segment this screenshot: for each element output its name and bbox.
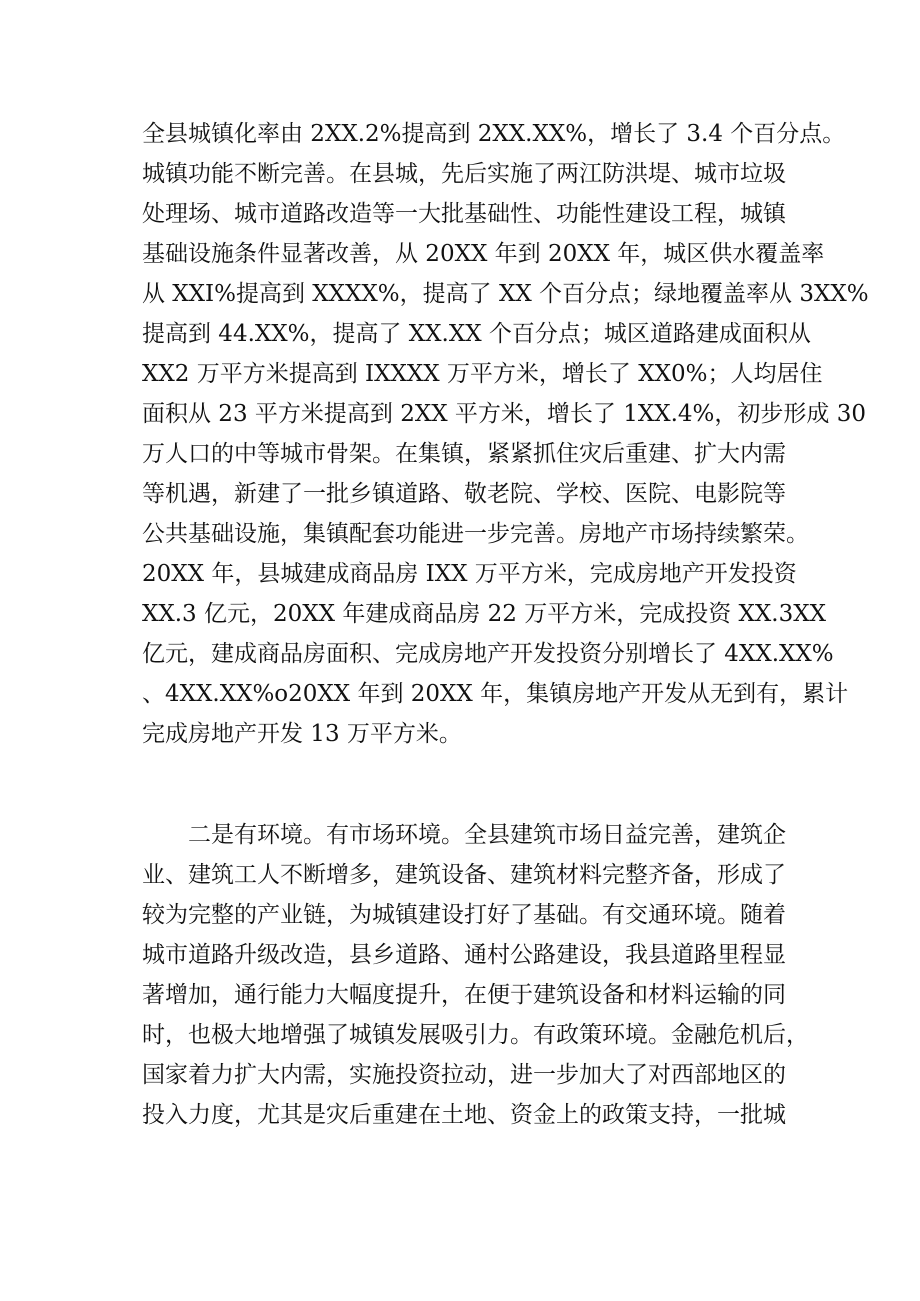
paragraph-environment (142, 815, 809, 1135)
text-line: 从 XXI%提高到 XXXX%，提高了 XX 个百分点；绿地覆盖率从 3XX% (142, 281, 869, 307)
paragraph-urbanization (142, 114, 869, 754)
text-line: 著增加，通行能力大幅度提升，在便于建筑设备和材料运输的同 (142, 982, 786, 1008)
text-line: 城镇功能不断完善。在县城，先后实施了两江防洪堤、城市垃圾 (142, 161, 786, 187)
text-line: 、4XX.XX%o20XX 年到 20XX 年，集镇房地产开发从无到有，累计 (142, 681, 849, 707)
text-line: 完成房地产开发 13 万平方米。 (142, 721, 462, 747)
text-line: XX2 万平方米提高到 IXXXX 万平方米，增长了 XX0%；人均居住 (142, 361, 823, 387)
text-line: 城市道路升级改造，县乡道路、通村公路建设，我县道路里程显 (142, 942, 786, 968)
text-line: 公共基础设施，集镇配套功能进一步完善。房地产市场持续繁荣。 (142, 521, 809, 547)
text-line: 较为完整的产业链，为城镇建设打好了基础。有交通环境。随着 (142, 902, 786, 928)
text-line: 亿元，建成商品房面积、完成房地产开发投资分别增长了 4XX.XX% (142, 641, 834, 667)
text-line: 万人口的中等城市骨架。在集镇，紧紧抓住灾后重建、扩大内需 (142, 441, 786, 467)
text-line: 业、建筑工人不断增多，建筑设备、建筑材料完整齐备，形成了 (142, 862, 786, 888)
text-line: 20XX 年，县城建成商品房 IXX 万平方米，完成房地产开发投资 (142, 561, 797, 587)
text-line: 时，也极大地增强了城镇发展吸引力。有政策环境。金融危机后， (142, 1022, 809, 1048)
text-line: 二是有环境。有市场环境。全县建筑市场日益完善，建筑企 (188, 822, 786, 848)
text-line: 国家着力扩大内需，实施投资拉动，进一步加大了对西部地区的 (142, 1062, 786, 1088)
text-line: 全县城镇化率由 2XX.2%提高到 2XX.XX%，增长了 3.4 个百分点。 (142, 121, 846, 147)
text-line: 提高到 44.XX%，提高了 XX.XX 个百分点；城区道路建成面积从 (142, 321, 811, 347)
text-line: 处理场、城市道路改造等一大批基础性、功能性建设工程，城镇 (142, 201, 786, 227)
text-line: 等机遇，新建了一批乡镇道路、敬老院、学校、医院、电影院等 (142, 481, 786, 507)
text-line: XX.3 亿元，20XX 年建成商品房 22 万平方米，完成投资 XX.3XX (142, 601, 826, 627)
text-line: 面积从 23 平方米提高到 2XX 平方米，增长了 1XX.4%，初步形成 30 (142, 401, 866, 427)
text-line: 投入力度，尤其是灾后重建在土地、资金上的政策支持，一批城 (142, 1102, 786, 1128)
text-line: 基础设施条件显著改善，从 20XX 年到 20XX 年，城区供水覆盖率 (142, 241, 825, 267)
